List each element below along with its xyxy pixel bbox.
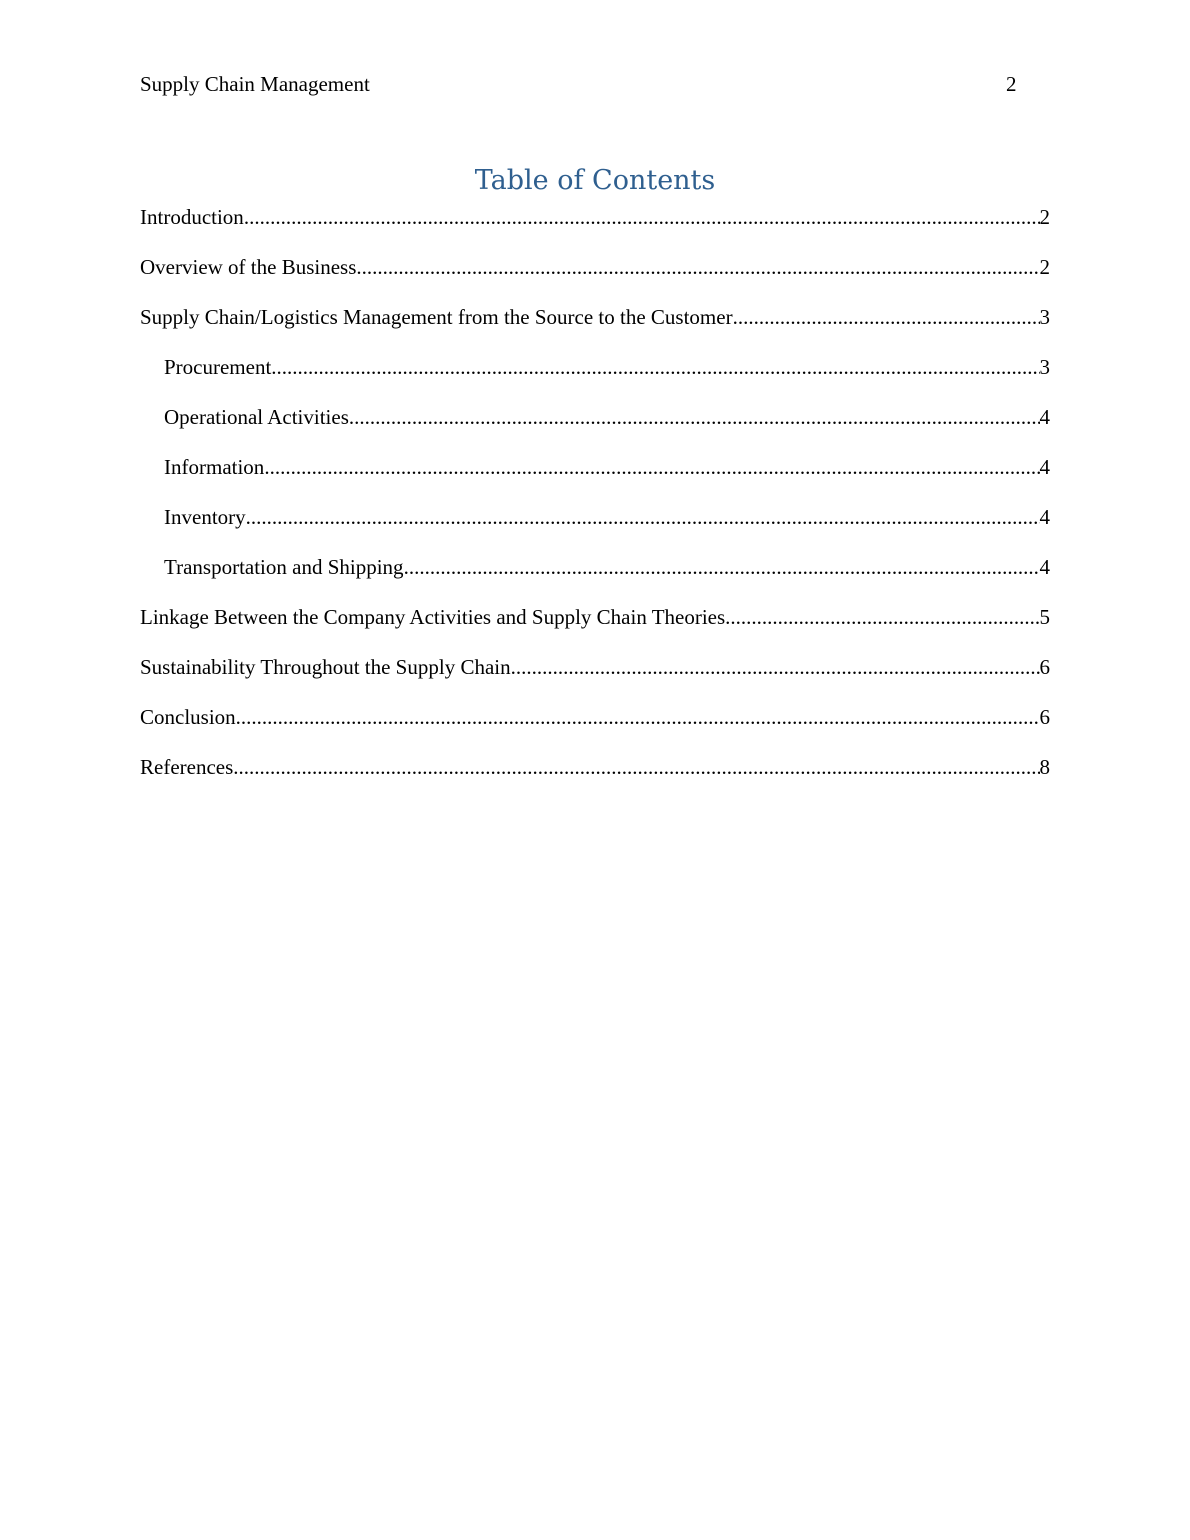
toc-entry-introduction[interactable]	[140, 203, 1050, 253]
toc-entry-information[interactable]	[140, 453, 1050, 503]
toc-entry-linkage[interactable]	[140, 603, 1050, 653]
toc-entry-procurement[interactable]	[140, 353, 1050, 403]
toc-entry-text: Linkage Between the Company Activities and Supply Chain Theories	[140, 605, 726, 629]
toc-entry-references[interactable]	[140, 753, 1050, 803]
toc-entry-text: Operational Activities	[164, 405, 349, 429]
toc-entry-text: Sustainability Throughout the Supply Chain	[140, 655, 511, 679]
toc-entry-operational-activities[interactable]	[140, 403, 1050, 453]
toc-entry-page: 4	[1039, 455, 1050, 479]
toc-entry-page: 3	[1039, 355, 1050, 379]
toc-entry-inventory[interactable]	[140, 503, 1050, 553]
toc-entry-text: Procurement	[164, 355, 272, 379]
toc-entry-page: 4	[1039, 555, 1050, 579]
toc-entry-page: 5	[1039, 605, 1050, 629]
toc-entry-conclusion[interactable]	[140, 703, 1050, 753]
toc-entry-page: 8	[1039, 755, 1050, 779]
dot-leader	[271, 353, 1039, 381]
toc-title: Table of Contents	[474, 165, 716, 196]
toc-entry-text: Conclusion	[140, 705, 236, 729]
toc-entry-page: 4	[1039, 505, 1050, 529]
dot-leader	[246, 503, 1040, 531]
toc-entry-supply-chain-logistics[interactable]	[140, 303, 1050, 353]
dot-leader	[244, 203, 1040, 231]
toc-entry-sustainability[interactable]	[140, 653, 1050, 703]
toc-entry-text: Inventory	[164, 505, 246, 529]
toc-entry-overview[interactable]	[140, 253, 1050, 303]
dot-leader	[356, 253, 1039, 281]
toc-entry-text: Supply Chain/Logistics Management from the Source to the Customer	[140, 305, 733, 329]
toc-entry-text: Transportation and Shipping	[164, 555, 404, 579]
toc-entry-text: Introduction	[140, 205, 244, 229]
dot-leader	[404, 553, 1040, 581]
dot-leader	[233, 753, 1039, 781]
toc-entry-page: 2	[1039, 205, 1050, 229]
toc-entry-page: 3	[1039, 305, 1050, 329]
page-number: 2	[1006, 72, 1017, 96]
toc-entry-transportation[interactable]	[140, 553, 1050, 603]
toc-entry-page: 4	[1039, 405, 1050, 429]
table-of-contents	[140, 203, 1050, 803]
dot-leader	[733, 303, 1040, 331]
toc-entry-page: 6	[1039, 705, 1050, 729]
dot-leader	[349, 403, 1040, 431]
dot-leader	[511, 653, 1040, 681]
toc-entry-text: References	[140, 755, 234, 779]
dot-leader	[236, 703, 1040, 731]
toc-entry-text: Information	[164, 455, 265, 479]
running-head: Supply Chain Management	[140, 72, 370, 96]
toc-entry-text: Overview of the Business	[140, 255, 357, 279]
toc-entry-page: 2	[1039, 255, 1050, 279]
toc-entry-page: 6	[1039, 655, 1050, 679]
dot-leader	[725, 603, 1039, 631]
dot-leader	[264, 453, 1039, 481]
